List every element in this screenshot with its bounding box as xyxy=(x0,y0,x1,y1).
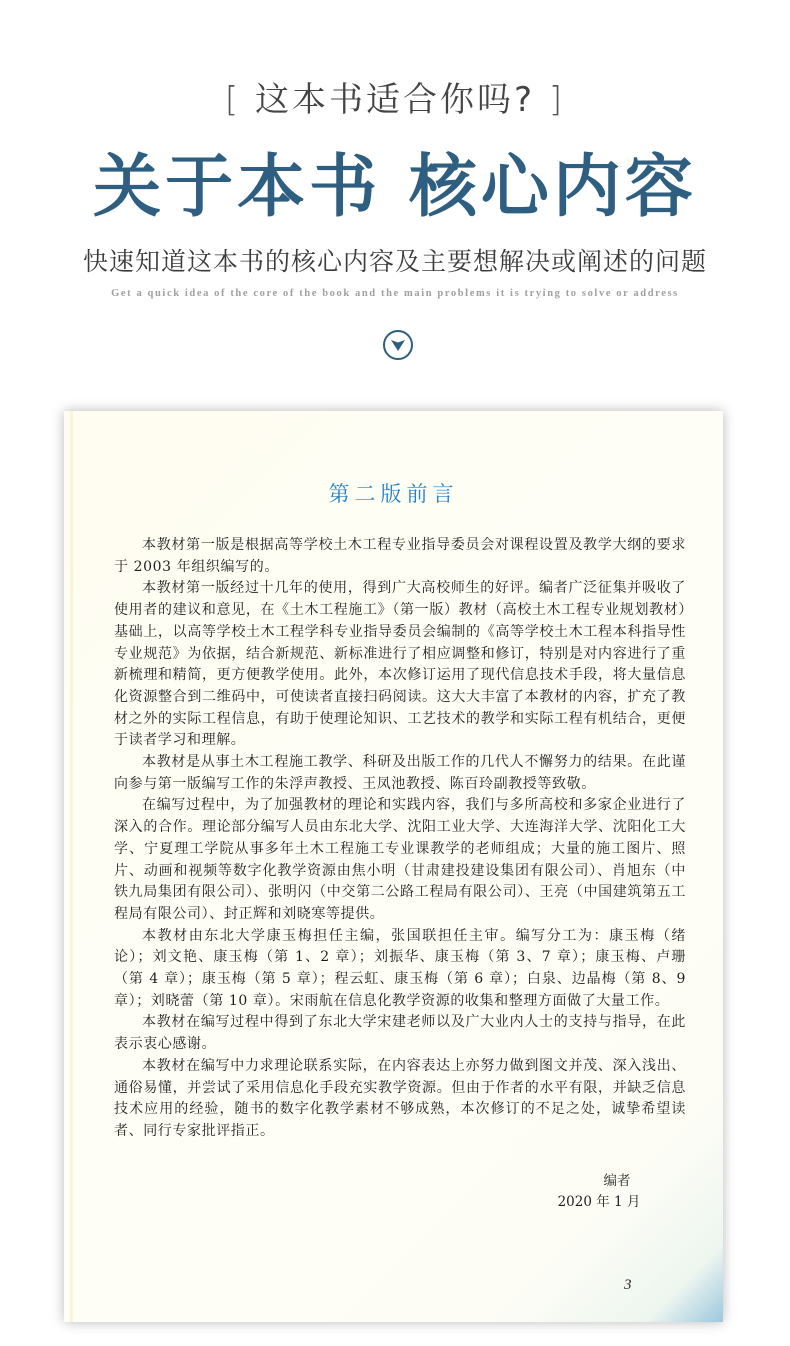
bracket-open: [ xyxy=(224,80,242,120)
scroll-down-button[interactable] xyxy=(383,330,413,360)
bracket-close: ] xyxy=(548,80,566,120)
signature-date: 2020 年 1 月 xyxy=(557,1194,641,1210)
preface-title: 第二版前言 xyxy=(328,482,459,506)
paragraph: 在编写过程中，为了加强教材的理论和实践内容，我们与多所高校和多家企业进行了深入的合作。理论部分编写人员由东北大学、沈阳工业大学、大连海洋大学、沈阳化工大学、宁夏理工学院从事多年土木工程施工专业课教学的老师组成；大量的施工图片、照片、动画和视频等数字化教学资源由焦小明（甘肃建投建设集团有限公司）、肖旭东（中铁九局集团有限公司）、张明闪（中交第二公路工程局有限公司）、王亮（中国建筑第五工程局有限公司）、封正辉和刘晓寒等提供。 xyxy=(114,797,686,922)
paragraph: 本教材在编写中力求理论联系实际，在内容表达上亦努力做到图文并茂、深入浅出、通俗易懂，并尝试了采用信息化手段充实教学资源。但由于作者的水平有限，并缺乏信息技术应用的经验，随书的数字化教学素材不够成熟，本次修订的不足之处，诚挚希望读者、同行专家批评指正。 xyxy=(114,1057,686,1139)
paragraph: 本教材第一版是根据高等学校土木工程专业指导委员会对课程设置及教学大纲的要求于 2003 年组织编写的。 xyxy=(114,537,686,575)
chevron-down-icon xyxy=(390,337,406,353)
kicker-text: 这本书适合你吗? xyxy=(254,80,536,120)
paragraph: 本教材是从事土木工程施工教学、科研及出版工作的几代人不懈努力的结果。在此谨向参与第一版编写工作的朱浮声教授、王凤池教授、陈百玲副教授等致敬。 xyxy=(114,754,686,792)
main-title: 关于本书 核心内容 xyxy=(93,147,697,227)
paragraph: 本教材在编写过程中得到了东北大学宋建老师以及广大业内人士的支持与指导，在此表示衷心感谢。 xyxy=(114,1014,686,1053)
signature-author: 编者 xyxy=(603,1173,631,1189)
paragraph: 本教材由东北大学康玉梅担任主编，张国联担任主审。编写分工为：康玉梅（绪论）；刘文艳、康玉梅（第 1、2 章）；刘振华、康玉梅（第 3、7 章）；康玉梅、卢珊（第 4 章）；康玉梅（第 5 章）；程云虹、康玉梅（第 6 章）；白泉、边晶梅（第 8、9 章）；刘晓蕾（第 10 章）。宋雨航在信息化教学资源的收集和整理方面做了大量工作。 xyxy=(114,927,686,1009)
page-number: 3 xyxy=(624,1277,632,1293)
preface-body xyxy=(114,535,686,1143)
kicker-heading xyxy=(0,78,790,122)
signature-block xyxy=(534,1171,664,1213)
subtitle-chinese: 快速知道这本书的核心内容及主要想解决或阐述的问题 xyxy=(82,247,707,276)
subtitle-english: Get a quick idea of the core of the book and the main problems it is trying to solve or address xyxy=(111,288,679,299)
book-page-scan xyxy=(64,411,723,1322)
paragraph: 本教材第一版经过十几年的使用，得到广大高校师生的好评。编者广泛征集并吸收了使用者的建议和意见，在《土木工程施工》（第一版）教材（高校土木工程专业规划教材）基础上，以高等学校土木工程学科专业指导委员会编制的《高等学校土木工程本科指导性专业规范》为依据，结合新规范、新标准进行了相应调整和修订，特别是对内容进行了重新梳理和精简，更方便教学使用。此外，本次修订运用了现代信息技术手段，将大量信息化资源整合到二维码中，可使读者直接扫码阅读。这大大丰富了本教材的内容，扩充了教材之外的实际工程信息，有助于使理论知识、工艺技术的教学和实际工程有机结合，更便于读者学习和理解。 xyxy=(114,580,686,749)
